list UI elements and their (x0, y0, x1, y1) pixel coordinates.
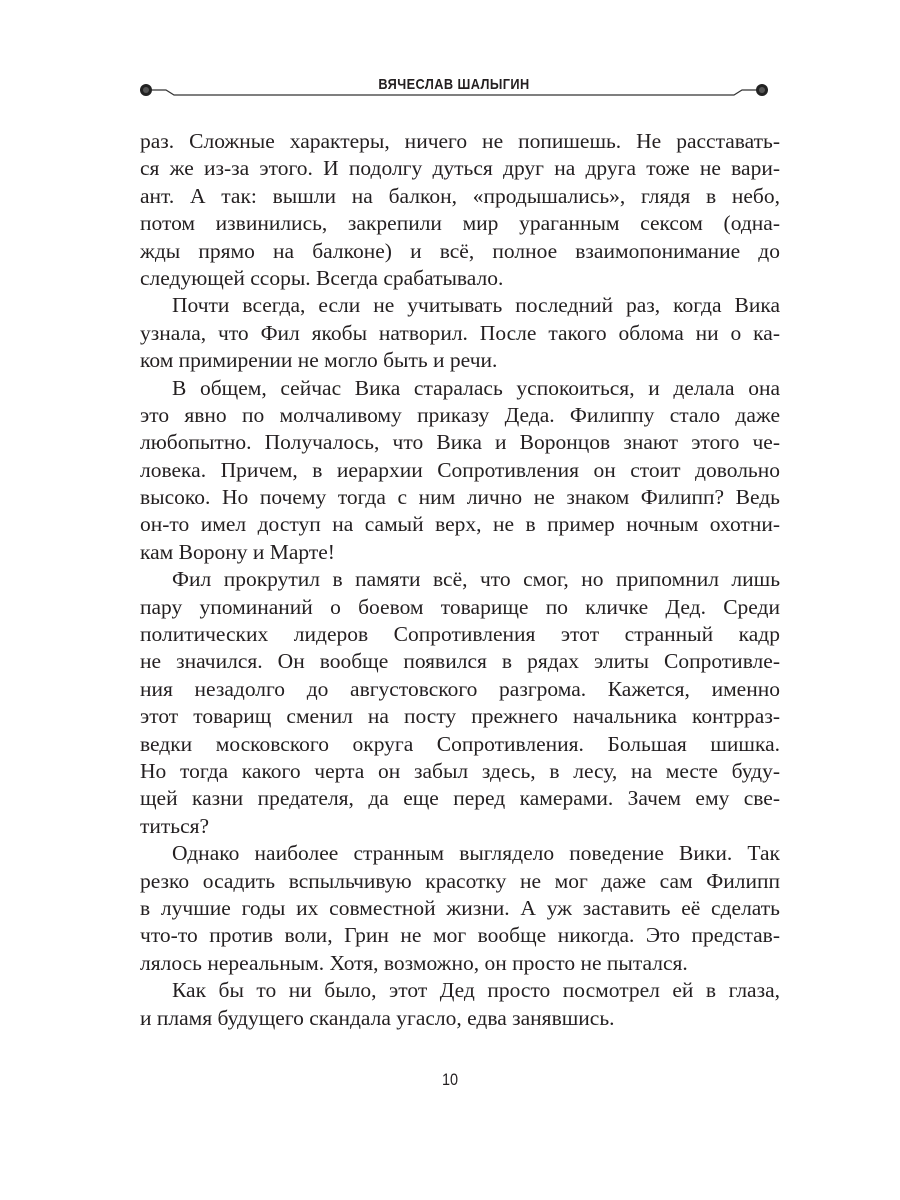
text-line: Как бы то ни было, этот Дед просто посмотрел ей в глаза, (172, 978, 780, 1003)
text-line: Однако наиболее странным выглядело поведение Вики. Так (172, 841, 780, 866)
text-line: пару упоминаний о боевом товарище по кличке Дед. Среди (140, 594, 780, 619)
text-line: высоко. Но почему тогда с ним лично не знаком Филипп? Ведь (140, 485, 780, 510)
paragraph (140, 128, 780, 292)
text-line: и пламя будущего скандала угасло, едва занявшись. (140, 1005, 615, 1030)
running-header (138, 72, 770, 106)
text-line: потом извинились, закрепили мир ураганным сексом (одна- (140, 211, 780, 236)
text-line: Но тогда какого черта он забыл здесь, в лесу, на месте буду- (140, 758, 780, 783)
paragraph (140, 566, 780, 840)
text-line: ния незадолго до августовского разгрома. Кажется, именно (140, 676, 780, 701)
text-line: В общем, сейчас Вика старалась успокоиться, и делала она (172, 375, 780, 400)
text-line: этот товарищ сменил на посту прежнего начальника контрраз- (140, 704, 780, 729)
paragraph (140, 840, 780, 977)
text-line: щей казни предателя, да еще перед камерами. Зачем ему све- (140, 786, 780, 811)
text-line: титься? (140, 813, 210, 838)
text-line: ведки московского округа Сопротивления. Большая шишка. (140, 731, 780, 756)
paragraph (140, 977, 780, 1032)
text-line: ся же из-за этого. И подолгу дуться друг на друга тоже не вари- (140, 156, 780, 181)
text-line: в лучшие годы их совместной жизни. А уж заставить её сделать (140, 895, 780, 920)
page-body (140, 128, 780, 1032)
text-line: политических лидеров Сопротивления этот странный кадр (140, 622, 780, 647)
text-line: жды прямо на балконе) и всё, полное взаимопонимание до (140, 238, 780, 263)
text-line: любопытно. Получалось, что Вика и Воронцов знают этого че- (140, 430, 780, 455)
text-line: раз. Сложные характеры, ничего не попишешь. Не расставать- (140, 129, 780, 153)
text-line: кам Ворону и Марте! (140, 539, 335, 564)
book-author: ВЯЧЕСЛАВ ШАЛЫГИН (378, 76, 530, 93)
text-line: Фил прокрутил в памяти всё, что смог, но припомнил лишь (172, 567, 780, 592)
text-line: ант. А так: вышли на балкон, «продышались», глядя в небо, (140, 183, 780, 208)
text-line: резко осадить вспыльчивую красотку не мог даже сам Филипп (140, 868, 780, 893)
paragraph (140, 292, 780, 374)
paragraph (140, 375, 780, 567)
text-line: Почти всегда, если не учитывать последний раз, когда Вика (172, 293, 780, 318)
text-line: следующей ссоры. Всегда срабатывало. (140, 265, 504, 290)
page-number: 10 (441, 1070, 459, 1089)
text-line: это явно по молчаливому приказу Деда. Филиппу стало даже (140, 402, 780, 427)
text-line: лялось нереальным. Хотя, возможно, он просто не пытался. (140, 950, 688, 975)
text-line: не значился. Он вообще появился в рядах элиты Сопротивле- (140, 649, 780, 674)
text-line: ловека. Причем, в иерархии Сопротивления он стоит довольно (140, 457, 780, 482)
text-line: узнала, что Фил якобы натворил. После такого облома ни о ка- (140, 320, 780, 345)
text-line: что-то против воли, Грин не мог вообще никогда. Это представ- (140, 923, 780, 948)
text-line: он-то имел доступ на самый верх, не в пример ночным охотни- (140, 512, 780, 537)
text-line: ком примирении не могло быть и речи. (140, 348, 498, 373)
